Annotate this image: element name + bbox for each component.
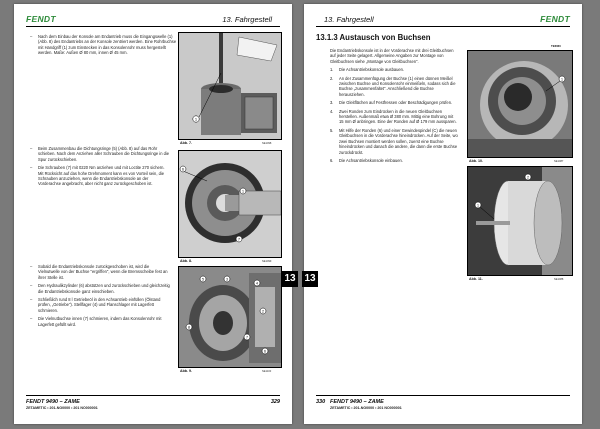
svg-text:1: 1 — [477, 203, 479, 208]
fendt-logo: FENDT — [26, 14, 56, 24]
instruction: – Sobald die Endantriebskonsole zurückgeschoben ist, wird die Vielnutwelle von der Buchse "ergriffen", wenn die Bremsscheibe fest an ihrer Stelle ist. — [30, 264, 170, 280]
svg-text:1: 1 — [561, 77, 563, 82]
svg-text:5: 5 — [202, 277, 204, 282]
numbered-step: 1. Die Achsantriebskonsole ausbauen. — [330, 67, 405, 73]
figure-code: NE1088 — [554, 278, 564, 281]
text-block — [30, 146, 170, 190]
svg-text:6: 6 — [182, 167, 184, 172]
figure-photo — [467, 50, 573, 158]
footer-model: FENDT 9490 – ZAME — [330, 399, 384, 405]
text-block — [30, 34, 180, 59]
instruction: – Beim Zusammenbau die Dichtungsringe (5) (Abb. 8) auf das Rohr schieben. Nach dem Anziehen aller Schrauben die Dichtungsringe in die Spur zurückschieben. — [30, 146, 170, 162]
numbered-step: 5. Mit Hilfe der Ronden (6) und einer Gewindespindel (C) die neuen Gleitbuchsen in die Vorderachse hineindrücken. Auf der Seite, wo zwei Buchsen montiert werden sollen, zuerst eine Buchse hineindrücken und danach die andere, die dann die erste Buchse zurückdrückt. — [330, 127, 458, 155]
page-number: 329 — [270, 399, 280, 405]
chapter-marker-left: 13 — [282, 271, 298, 287]
left-page — [14, 4, 292, 424]
numbered-step: 2. An der Zusammenfügung der Buchse (1) einen dünnen Meißel zwischen Buchse und Konsolenrohr einmeißeln, sodass sich die Buchse „zusammenfaltet". Anschließend die Buchse herausziehen. — [330, 75, 456, 97]
instruction-intro: Die Endantriebskonsole ist in der Vorderachse mit drei Gleitbuchsen auf jeder Seite gelagert. Allgemeine Angaben zur Montage von Gleitbuchsen siehe „Montage von Gleitbuchsen". — [330, 48, 454, 64]
figure-photo — [178, 150, 282, 258]
figure-photo — [178, 32, 282, 140]
instruction: – Nach dem Einbau der Konsole am Endantrieb muss die Eingangswelle (1) (Abb. 8) des Endantriebs an der Konsole zentriert werden. Eine Rohrbuchse mit Handgriff (1) zum Einstecken in das Konsolenrohr muss hergestellt werden. Maße: Außen Ø 80 mm, innen Ø 45 mm. — [30, 34, 180, 56]
page-header — [316, 14, 570, 27]
photo-final-drive-console — [179, 151, 281, 257]
section-heading: 13.1.3 Austausch von Buchsen — [316, 33, 431, 42]
right-page — [304, 4, 582, 424]
instruction: – Den Hydraulikzylinder (6) abstützen und zurückschieben und gleichzeitig die Endantriebskonsole ganz einschieben. — [30, 283, 170, 294]
figure-caption: Abb. 10. — [469, 159, 483, 163]
instruction: – Die Vielnutbuchse innen (7) schmieren, indem das Konsolenrohr mit Lagerfett gefüllt wird. — [30, 316, 170, 327]
figure-photo — [178, 266, 282, 368]
numbered-step: 4. Zwei Ronden zum Eindrücken in die neuen Gleitbuchsen herstellen. Außenmaß etwa Ø 380 mm. Mittig eine Bohrung mit 15 mm Ø anbringen. Eine der Ronden auf Ø 179 mm aussparen. — [330, 108, 457, 125]
fendt-logo: FENDT — [540, 14, 570, 24]
numbered-step: 6. Die Achsantriebskonsole einbauen. — [330, 157, 403, 163]
footer-subline: ZETAMETIC • 201-NO0000 • 201 NO000001 — [26, 406, 98, 410]
figure-caption: Abb. 9. — [180, 369, 192, 373]
svg-text:8: 8 — [188, 325, 190, 330]
svg-text:6: 6 — [264, 349, 266, 354]
svg-text:2: 2 — [262, 309, 264, 314]
section-title: 13. Fahrgestell — [324, 15, 374, 24]
page-footer — [26, 395, 280, 410]
figure-caption: Abb. 11. — [469, 277, 483, 281]
instruction: – Die Schrauben (7) mit 0220 Nm anziehen und mit Loctite 270 sichern. Mit Rücksicht auf das hohe Drehmoment kann es von Vorteil sein, die Schrauben anzuziehen, wenn die Endantriebskonsole an der Vorderachse angebracht, aber nicht ganz zurückgeschoben ist. — [30, 165, 170, 187]
photo-axle-assembly — [179, 267, 281, 367]
svg-text:1: 1 — [242, 189, 244, 194]
instruction: – Schließlich rund 8 l Getriebeöl in den Achsantrieb einfüllen (Ölstand prüfen, „Getriebe"). Stellfager (4) und Flanschlager mit Lagerfett schmieren. — [30, 297, 170, 313]
figure-code: NE1098 — [262, 142, 272, 145]
numbered-step: 3. Die Gleitflächen auf Festfressen oder Beschädigungen prüfen. — [330, 100, 453, 106]
text-block — [30, 264, 170, 330]
section-title: 13. Fahrgestell — [222, 15, 272, 24]
figure-caption: Abb. 7. — [180, 141, 192, 145]
svg-text:4: 4 — [256, 281, 258, 286]
chapter-marker-right: 13 — [302, 271, 318, 287]
callout-label: 1 — [194, 116, 198, 122]
page-footer — [316, 395, 570, 410]
footer-model: FENDT 9490 – ZAME — [26, 399, 80, 405]
photo-bushing-tool — [179, 33, 281, 139]
svg-text:7: 7 — [238, 237, 240, 242]
figure-code: NE1099 — [262, 260, 272, 263]
svg-text:3: 3 — [226, 277, 228, 282]
figure-code: NE1087 — [554, 160, 564, 163]
page-number: 330 — [316, 399, 326, 405]
photo-bushing-press-tool — [468, 167, 572, 275]
reference-code: TE6060 — [551, 44, 561, 48]
photo-bushing-bore — [468, 51, 572, 157]
figure-photo — [467, 166, 573, 276]
figure-caption: Abb. 8. — [180, 259, 192, 263]
text-block — [330, 48, 458, 166]
page-header — [26, 14, 280, 27]
footer-subline: ZETAMETIC • 201-NO0000 • 201 NO000001 — [330, 406, 402, 410]
figure-code: NE1100 — [262, 370, 272, 373]
svg-text:7: 7 — [246, 335, 248, 340]
svg-text:2: 2 — [527, 175, 529, 180]
